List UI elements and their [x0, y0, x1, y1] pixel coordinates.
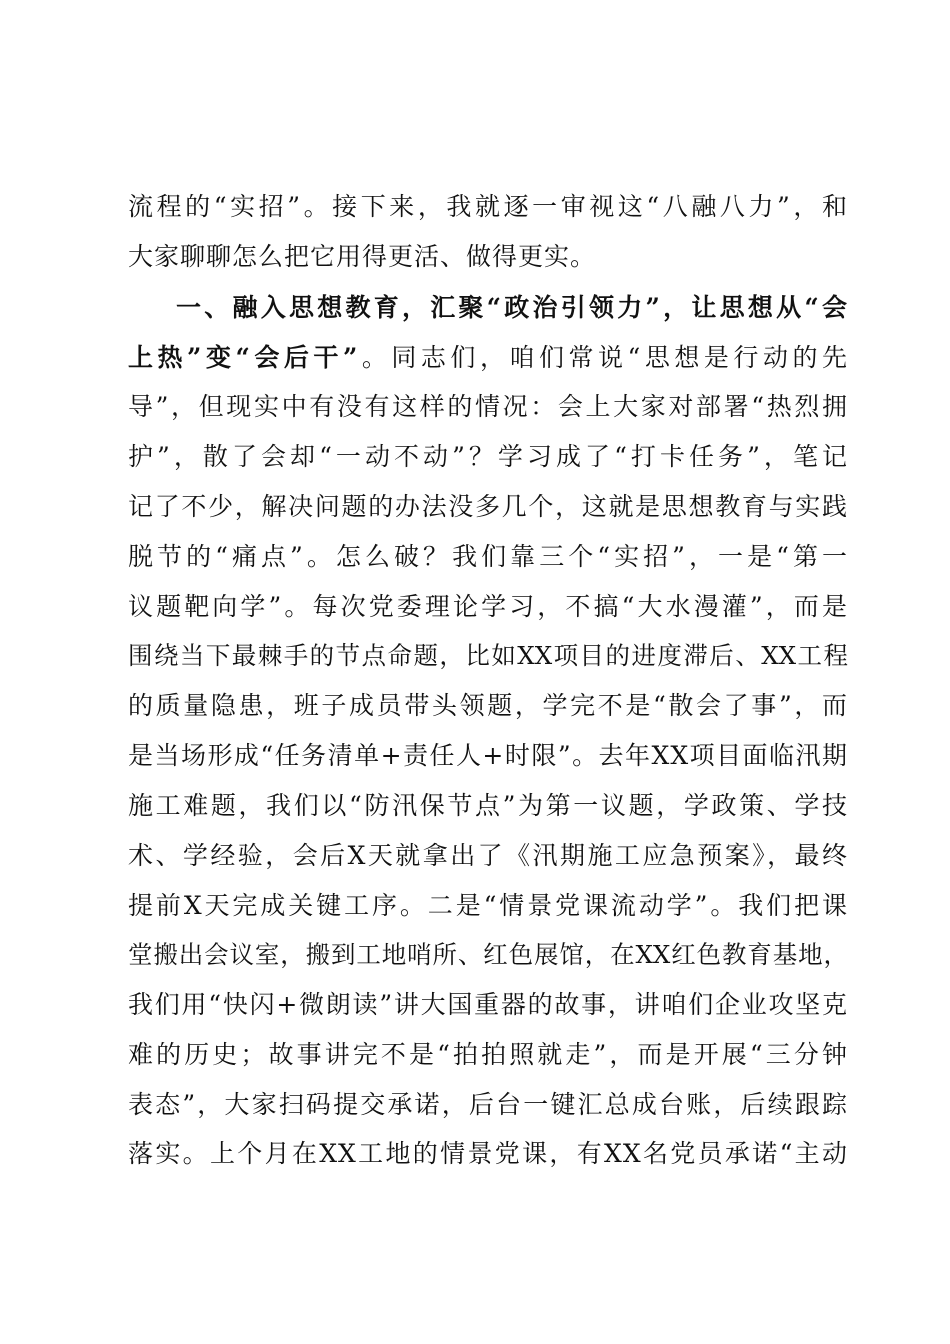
text-line [128, 836, 848, 876]
text-line [128, 537, 848, 577]
text-line [128, 1085, 848, 1125]
text-segment: 难的历史；故事讲完不是“拍拍照就走”，而是开展“三分钟 [128, 1040, 848, 1069]
text-line [128, 587, 848, 627]
text-line [128, 487, 848, 527]
text-segment: 是当场形成“任务清单+责任人+时限”。去年XX项目面临汛期 [128, 741, 848, 770]
text-line [128, 886, 848, 926]
text-line [128, 636, 848, 676]
text-segment: 脱节的“痛点”。怎么破？我们靠三个“实招”，一是“第一 [128, 542, 848, 571]
text-line [128, 237, 848, 277]
text-segment: 围绕当下最棘手的节点命题，比如XX项目的进度滞后、XX工程 [128, 641, 848, 670]
text-segment: 大家聊聊怎么把它用得更活、做得更实。 [128, 242, 597, 271]
text-segment: 堂搬出会议室，搬到工地哨所、红色展馆，在XX红色教育基地， [128, 940, 848, 969]
text-line [128, 338, 848, 378]
text-segment: 。同志们，咱们常说“思想是行动的先 [358, 343, 848, 372]
text-line [128, 985, 848, 1025]
text-line [128, 437, 848, 477]
text-segment: 提前X天完成关键工序。二是“情景党课流动学”。我们把课 [128, 891, 848, 920]
text-segment: 议题靶向学”。每次党委理论学习，不搞“大水漫灌”，而是 [128, 592, 848, 621]
text-line [128, 736, 848, 776]
text-line [128, 187, 848, 227]
text-segment: 护”，散了会却“一动不动”？学习成了“打卡任务”，笔记 [128, 442, 848, 471]
text-segment: 流程的“实招”。接下来，我就逐一审视这“八融八力”，和 [128, 192, 848, 221]
text-line [128, 786, 848, 826]
text-line [128, 387, 848, 427]
text-line [128, 1134, 848, 1174]
section-heading-line [176, 288, 848, 328]
text-segment: 表态”，大家扫码提交承诺，后台一键汇总成台账，后续跟踪 [128, 1090, 848, 1119]
text-segment: 记了不少，解决问题的办法没多几个，这就是思想教育与实践 [128, 492, 848, 521]
text-line [128, 935, 848, 975]
text-segment: 术、学经验，会后X天就拿出了《汛期施工应急预案》，最终 [128, 841, 848, 870]
text-line [128, 1035, 848, 1075]
text-line [128, 686, 848, 726]
text-segment: 落实。上个月在XX工地的情景党课，有XX名党员承诺“主动 [128, 1139, 848, 1168]
text-segment: 的质量隐患，班子成员带头领题，学完不是“散会了事”，而 [128, 691, 848, 720]
text-segment: 导”，但现实中有没有这样的情况：会上大家对部署“热烈拥 [128, 392, 848, 421]
section-heading: 一、融入思想教育，汇聚“政治引领力”，让思想从“会 [176, 293, 848, 322]
section-heading-continued: 上热”变“会后干” [128, 343, 359, 372]
text-segment: 施工难题，我们以“防汛保节点”为第一议题，学政策、学技 [128, 791, 848, 820]
text-segment: 我们用“快闪+微朗读”讲大国重器的故事，讲咱们企业攻坚克 [128, 990, 848, 1019]
